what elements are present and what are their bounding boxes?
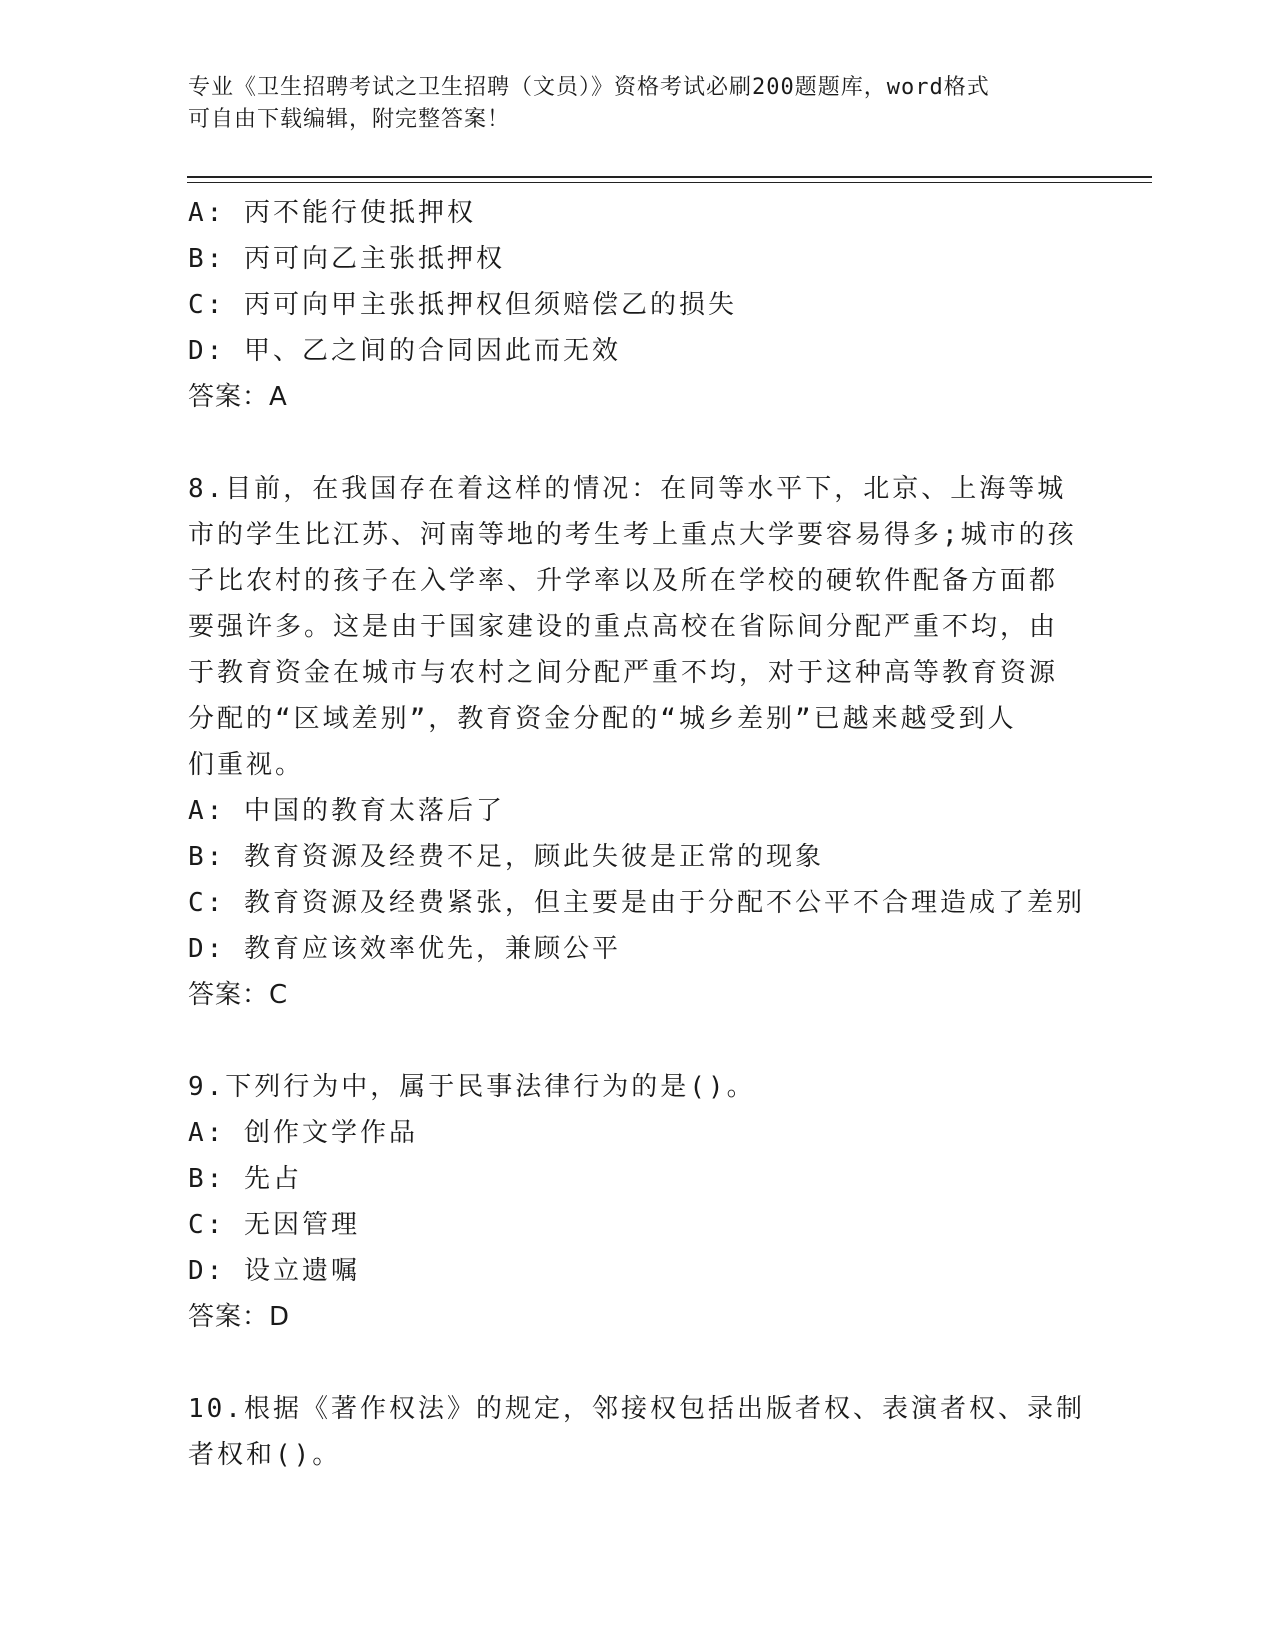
option-a — [188, 1110, 1088, 1156]
option-letter: D: — [188, 1256, 226, 1286]
question-9 — [188, 1064, 1088, 1340]
spacer — [188, 420, 1088, 466]
option-letter: C: — [188, 1210, 226, 1240]
option-d — [188, 1248, 1088, 1294]
option-b — [188, 1156, 1088, 1202]
option-d — [188, 926, 1088, 972]
option-letter: A: — [188, 796, 226, 826]
option-text: 教育资源及经费紧张，但主要是由于分配不公平不合理造成了差别 — [243, 888, 1085, 918]
option-letter: D: — [188, 934, 226, 964]
question-text-line: 要强许多。这是由于国家建设的重点高校在省际间分配严重不均，由 — [188, 612, 1059, 642]
option-letter: B: — [188, 1164, 226, 1194]
question-8 — [188, 466, 1088, 1018]
question-text-line: 们重视。 — [188, 750, 305, 780]
question-text-line: 8.目前，在我国存在着这样的情况：在同等水平下，北京、上海等城 — [188, 474, 1067, 504]
option-text: 丙可向甲主张抵押权但须赔偿乙的损失 — [243, 290, 737, 320]
answer-line: 答案：D — [188, 1302, 291, 1332]
question-text-line: 分配的“区域差别”，教育资金分配的“城乡差别”已越来越受到人 — [188, 704, 1017, 734]
header-divider-thick — [187, 176, 1152, 178]
option-a — [188, 190, 1088, 236]
question-text-line: 于教育资金在城市与农村之间分配严重不均，对于这种高等教育资源 — [188, 658, 1059, 688]
option-letter: B: — [188, 244, 226, 274]
option-letter: C: — [188, 290, 226, 320]
spacer — [188, 1018, 1088, 1064]
document-header — [188, 72, 1068, 136]
option-text: 先占 — [243, 1164, 302, 1194]
question-10 — [188, 1386, 1088, 1478]
question-text-line: 10.根据《著作权法》的规定，邻接权包括出版者权、表演者权、录制 — [188, 1394, 1085, 1424]
header-divider-thin — [187, 182, 1152, 183]
option-d — [188, 328, 1088, 374]
option-text: 丙可向乙主张抵押权 — [243, 244, 505, 274]
header-line-1: 专业《卫生招聘考试之卫生招聘（文员）》资格考试必刷200题题库，word格式 — [188, 75, 990, 100]
option-letter: C: — [188, 888, 226, 918]
answer-line: 答案：A — [188, 382, 288, 412]
question-text-line: 9.下列行为中，属于民事法律行为的是()。 — [188, 1072, 756, 1102]
answer-line: 答案：C — [188, 980, 289, 1010]
option-a — [188, 788, 1088, 834]
option-text: 教育应该效率优先，兼顾公平 — [243, 934, 621, 964]
option-text: 甲、乙之间的合同因此而无效 — [243, 336, 621, 366]
option-text: 创作文学作品 — [243, 1118, 418, 1148]
question-text-line: 者权和()。 — [188, 1440, 342, 1470]
question-7-continued — [188, 190, 1088, 420]
option-c — [188, 880, 1088, 926]
option-c — [188, 282, 1088, 328]
question-text-line: 子比农村的孩子在入学率、升学率以及所在学校的硬软件配备方面都 — [188, 566, 1059, 596]
question-content — [188, 190, 1088, 1478]
option-letter: A: — [188, 198, 226, 228]
spacer — [188, 1340, 1088, 1386]
option-text: 教育资源及经费不足，顾此失彼是正常的现象 — [243, 842, 824, 872]
option-c — [188, 1202, 1088, 1248]
option-letter: A: — [188, 1118, 226, 1148]
option-text: 丙不能行使抵押权 — [243, 198, 476, 228]
question-text-line: 市的学生比江苏、河南等地的考生考上重点大学要容易得多;城市的孩 — [188, 520, 1077, 550]
header-line-2: 可自由下载编辑，附完整答案！ — [188, 107, 511, 132]
option-text: 无因管理 — [243, 1210, 360, 1240]
option-b — [188, 834, 1088, 880]
option-b — [188, 236, 1088, 282]
option-letter: D: — [188, 336, 226, 366]
option-text: 设立遗嘱 — [243, 1256, 360, 1286]
option-text: 中国的教育太落后了 — [243, 796, 505, 826]
option-letter: B: — [188, 842, 226, 872]
